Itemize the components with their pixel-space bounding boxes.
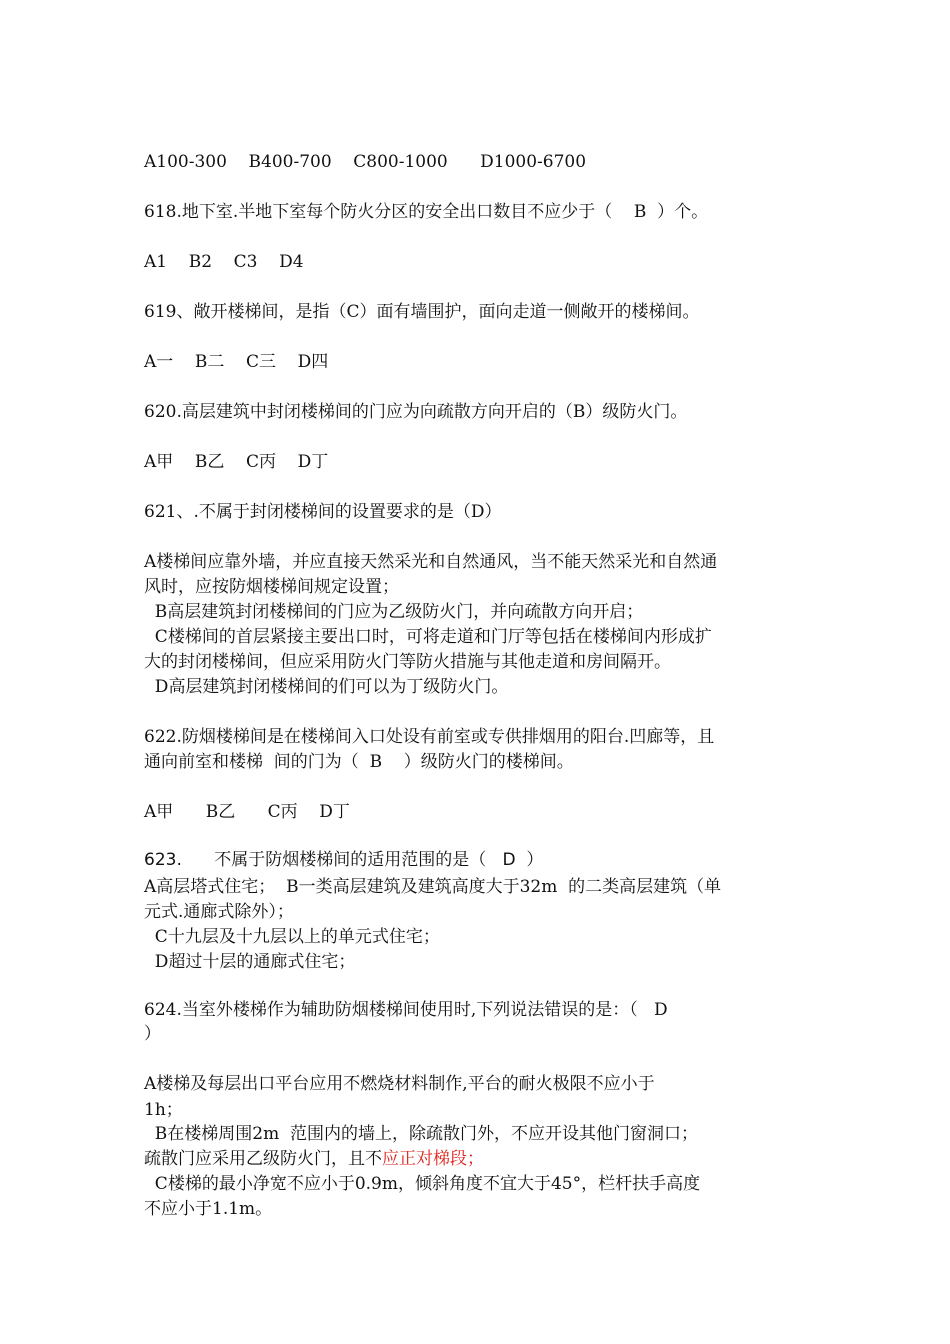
- options-619: A一 B二 C三 D四: [144, 352, 329, 372]
- question-623: 623. 不属于防烟楼梯间的适用范围的是（ D ）: [144, 850, 544, 870]
- option-623-c: C十九层及十九层以上的单元式住宅；: [144, 927, 440, 947]
- option-624-a-line2: 1h；: [144, 1100, 183, 1120]
- options-618: A1 B2 C3 D4: [144, 252, 304, 272]
- question-618: 618.地下室.半地下室每个防火分区的安全出口数目不应少于（ B ）个。: [144, 202, 709, 222]
- option-621-a-line1: A楼梯间应靠外墙，并应直接天然采光和自然通风，当不能天然采光和自然通: [144, 552, 718, 572]
- options-620: A甲 B乙 C丙 D丁: [144, 452, 329, 472]
- option-624-b-line2: [144, 1147, 484, 1171]
- option-623-d: D超过十层的通廊式住宅；: [144, 952, 356, 972]
- options-617: A100-300 B400-700 C800-1000 D1000-6700: [144, 152, 587, 172]
- option-624-c-line2: 不应小于1.1m。: [144, 1199, 273, 1219]
- question-624-line1: 624.当室外楼梯作为辅助防烟楼梯间使用时,下列说法错误的是：（ D: [144, 1000, 668, 1020]
- options-622: A甲 B乙 C丙 D丁: [144, 802, 350, 822]
- option-621-d: D高层建筑封闭楼梯间的们可以为丁级防火门。: [144, 677, 509, 697]
- question-624-line2: ）: [144, 1024, 161, 1044]
- question-622-line2: 通向前室和楼梯 间的门为（ B ）级防火门的楼梯间。: [144, 752, 574, 772]
- option-621-c-line1: C楼梯间的首层紧接主要出口时，可将走道和门厅等包括在楼梯间内形成扩: [144, 627, 712, 647]
- option-621-a-line2: 风时，应按防烟楼梯间规定设置；: [144, 577, 399, 597]
- option-624-a-line1: A楼梯及每层出口平台应用不燃烧材料制作,平台的耐火极限不应小于: [144, 1074, 655, 1094]
- option-624-b-line1: B在楼梯周围2m 范围内的墙上，除疏散门外，不应开设其他门窗洞口；: [144, 1124, 699, 1144]
- question-620: 620.高层建筑中封闭楼梯间的门应为向疏散方向开启的（B）级防火门。: [144, 402, 688, 422]
- option-621-c-line2: 大的封闭楼梯间，但应采用防火门等防火措施与其他走道和房间隔开。: [144, 652, 671, 672]
- highlighted-text: 应正对梯段；: [382, 1149, 484, 1169]
- option-623-ab-line1: A高层塔式住宅； B一类高层建筑及建筑高度大于32m 的二类高层建筑（单: [144, 877, 722, 897]
- question-619: 619、敞开楼梯间，是指（C）面有墙围护，面向走道一侧敞开的楼梯间。: [144, 302, 700, 322]
- option-624-b-text: 疏散门应采用乙级防火门，且不: [144, 1149, 382, 1169]
- option-621-b: B高层建筑封闭楼梯间的门应为乙级防火门，并向疏散方向开启；: [144, 602, 644, 622]
- option-624-c-line1: C楼梯的最小净宽不应小于0.9m，倾斜角度不宜大于45°，栏杆扶手高度: [144, 1174, 701, 1194]
- option-623-ab-line2: 元式.通廊式除外）；: [144, 902, 294, 922]
- question-621: 621、.不属于封闭楼梯间的设置要求的是（D）: [144, 502, 502, 522]
- question-622-line1: 622.防烟楼梯间是在楼梯间入口处设有前室或专供排烟用的阳台.凹廊等，且: [144, 727, 715, 747]
